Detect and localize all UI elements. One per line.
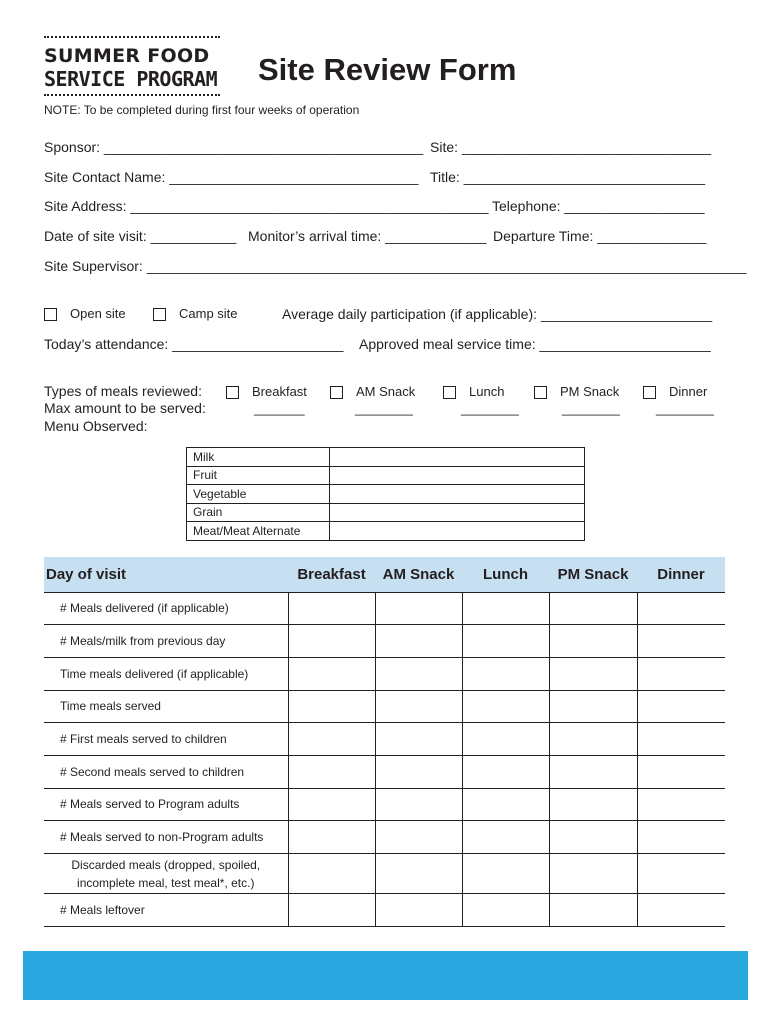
- menu-row: [187, 466, 585, 485]
- entry-cell[interactable]: [637, 657, 725, 690]
- logo-line-1: SUMMER FOOD: [44, 45, 210, 67]
- am-snack-max-blank[interactable]: ________: [355, 401, 413, 416]
- meal-types-label: Types of meals reviewed:: [44, 383, 202, 399]
- site-contact-field[interactable]: Site Contact Name: ________________________________: [44, 169, 419, 185]
- table-row: [44, 854, 725, 894]
- am-snack-checkbox[interactable]: [330, 386, 343, 399]
- menu-component-label: Meat/Meat Alternate: [187, 522, 330, 541]
- approved-meal-time-field[interactable]: Approved meal service time: ______________________: [359, 336, 711, 352]
- lunch-max-blank[interactable]: ________: [461, 401, 519, 416]
- dinner-column-header: Dinner: [637, 557, 725, 592]
- entry-cell[interactable]: [549, 821, 637, 854]
- entry-cell[interactable]: [637, 755, 725, 788]
- row-label: Time meals delivered (if applicable): [44, 657, 288, 690]
- row-label: # Meals served to non-Program adults: [44, 821, 288, 854]
- entry-cell[interactable]: [288, 854, 375, 894]
- entry-cell[interactable]: [375, 755, 462, 788]
- entry-cell[interactable]: [462, 755, 549, 788]
- entry-cell[interactable]: [288, 755, 375, 788]
- page-title: Site Review Form: [258, 52, 517, 87]
- entry-cell[interactable]: [462, 854, 549, 894]
- row-label: # Second meals served to children: [44, 755, 288, 788]
- logo-dotted-border-bottom: [44, 94, 220, 96]
- entry-cell[interactable]: [549, 690, 637, 723]
- menu-component-label: Vegetable: [187, 485, 330, 504]
- entry-cell[interactable]: [549, 657, 637, 690]
- entry-cell[interactable]: [288, 788, 375, 821]
- pm-snack-max-blank[interactable]: ________: [562, 401, 620, 416]
- entry-cell[interactable]: [637, 723, 725, 756]
- entry-cell[interactable]: [375, 625, 462, 658]
- todays-attendance-field[interactable]: Today’s attendance: ______________________: [44, 336, 344, 352]
- row-label: # Meals delivered (if applicable): [44, 592, 288, 625]
- menu-component-entry[interactable]: [330, 466, 585, 485]
- pm-snack-checkbox[interactable]: [534, 386, 547, 399]
- summer-food-service-program-logo: [44, 36, 220, 96]
- row-label: # Meals served to Program adults: [44, 788, 288, 821]
- site-address-field[interactable]: Site Address: ______________________________________________: [44, 198, 489, 214]
- max-amount-label: Max amount to be served:: [44, 400, 206, 416]
- entry-cell[interactable]: [288, 894, 375, 927]
- menu-component-entry[interactable]: [330, 522, 585, 541]
- entry-cell[interactable]: [637, 854, 725, 894]
- entry-cell[interactable]: [288, 821, 375, 854]
- menu-component-label: Milk: [187, 448, 330, 467]
- entry-cell[interactable]: [375, 592, 462, 625]
- pm-snack-column-header: PM Snack: [549, 557, 637, 592]
- row-label: # Meals leftover: [44, 894, 288, 927]
- entry-cell[interactable]: [549, 894, 637, 927]
- site-supervisor-field[interactable]: Site Supervisor: _____________________________________________________________________________: [44, 258, 747, 274]
- menu-row: [187, 522, 585, 541]
- footer-bar: [23, 951, 748, 1000]
- contact-title-field[interactable]: Title: _______________________________: [430, 169, 706, 185]
- sponsor-field[interactable]: Sponsor: _________________________________________: [44, 139, 424, 155]
- entry-cell[interactable]: [637, 821, 725, 854]
- table-header-row: [44, 557, 725, 592]
- row-label: # Meals/milk from previous day: [44, 625, 288, 658]
- entry-cell[interactable]: [288, 625, 375, 658]
- open-site-checkbox[interactable]: [44, 308, 57, 321]
- dinner-max-blank[interactable]: ________: [656, 401, 714, 416]
- completion-note: NOTE: To be completed during first four weeks of operation: [44, 103, 360, 117]
- lunch-checkbox[interactable]: [443, 386, 456, 399]
- dinner-label: Dinner: [669, 384, 708, 399]
- am-snack-column-header: AM Snack: [375, 557, 462, 592]
- entry-cell[interactable]: [288, 690, 375, 723]
- table-row: [44, 657, 725, 690]
- table-row: [44, 894, 725, 927]
- entry-cell[interactable]: [462, 821, 549, 854]
- entry-cell[interactable]: [375, 894, 462, 927]
- open-site-label: Open site: [70, 306, 126, 321]
- entry-cell[interactable]: [549, 625, 637, 658]
- breakfast-label: Breakfast: [252, 384, 307, 399]
- entry-cell[interactable]: [375, 690, 462, 723]
- table-row: [44, 592, 725, 625]
- entry-cell[interactable]: [462, 592, 549, 625]
- table-row: [44, 690, 725, 723]
- menu-row: [187, 503, 585, 522]
- entry-cell[interactable]: [288, 592, 375, 625]
- entry-cell[interactable]: [462, 657, 549, 690]
- visit-date-field[interactable]: Date of site visit: ___________: [44, 228, 237, 244]
- menu-row: [187, 448, 585, 467]
- logo-line-2: SERVICE PROGRAM: [44, 67, 218, 91]
- entry-cell[interactable]: [637, 894, 725, 927]
- telephone-field[interactable]: Telephone: __________________: [492, 198, 705, 214]
- entry-cell[interactable]: [288, 657, 375, 690]
- average-participation-field[interactable]: Average daily participation (if applicable): ______________________: [282, 306, 713, 322]
- breakfast-checkbox[interactable]: [226, 386, 239, 399]
- entry-cell[interactable]: [375, 723, 462, 756]
- menu-observed-label: Menu Observed:: [44, 418, 148, 434]
- entry-cell[interactable]: [549, 755, 637, 788]
- menu-component-label: Grain: [187, 503, 330, 522]
- departure-time-field[interactable]: Departure Time: ______________: [493, 228, 707, 244]
- entry-cell[interactable]: [462, 894, 549, 927]
- table-row: [44, 788, 725, 821]
- entry-cell[interactable]: [375, 657, 462, 690]
- table-row: [44, 821, 725, 854]
- menu-component-label: Fruit: [187, 466, 330, 485]
- pm-snack-label: PM Snack: [560, 384, 620, 399]
- row-label: Time meals served: [44, 690, 288, 723]
- entry-cell[interactable]: [462, 788, 549, 821]
- table-row: [44, 723, 725, 756]
- breakfast-column-header: Breakfast: [288, 557, 375, 592]
- entry-cell[interactable]: [637, 625, 725, 658]
- camp-site-label: Camp site: [179, 306, 238, 321]
- entry-cell[interactable]: [375, 788, 462, 821]
- entry-cell[interactable]: [637, 788, 725, 821]
- table-row: [44, 755, 725, 788]
- day-of-visit-table: [44, 557, 725, 927]
- entry-cell[interactable]: [637, 690, 725, 723]
- menu-component-entry[interactable]: [330, 485, 585, 504]
- menu-component-entry[interactable]: [330, 448, 585, 467]
- entry-cell[interactable]: [549, 723, 637, 756]
- menu-row: [187, 485, 585, 504]
- row-label: Discarded meals (dropped, spoiled, incomplete meal, test meal*, etc.): [44, 854, 288, 894]
- menu-component-entry[interactable]: [330, 503, 585, 522]
- lunch-label: Lunch: [469, 384, 505, 399]
- entry-cell[interactable]: [375, 854, 462, 894]
- logo-dotted-border-top: [44, 36, 220, 38]
- entry-cell[interactable]: [549, 592, 637, 625]
- entry-cell[interactable]: [637, 592, 725, 625]
- entry-cell[interactable]: [549, 788, 637, 821]
- site-field[interactable]: Site: ________________________________: [430, 139, 712, 155]
- entry-cell[interactable]: [549, 854, 637, 894]
- arrival-time-field[interactable]: Monitor’s arrival time: _____________: [248, 228, 487, 244]
- entry-cell[interactable]: [462, 690, 549, 723]
- breakfast-max-blank[interactable]: _______: [254, 401, 305, 416]
- entry-cell[interactable]: [462, 723, 549, 756]
- dinner-checkbox[interactable]: [643, 386, 656, 399]
- day-of-visit-header: Day of visit: [44, 557, 288, 592]
- menu-observed-table: [186, 447, 585, 541]
- camp-site-checkbox[interactable]: [153, 308, 166, 321]
- entry-cell[interactable]: [288, 723, 375, 756]
- entry-cell[interactable]: [462, 625, 549, 658]
- lunch-column-header: Lunch: [462, 557, 549, 592]
- row-label: # First meals served to children: [44, 723, 288, 756]
- entry-cell[interactable]: [375, 821, 462, 854]
- table-row: [44, 625, 725, 658]
- am-snack-label: AM Snack: [356, 384, 416, 399]
